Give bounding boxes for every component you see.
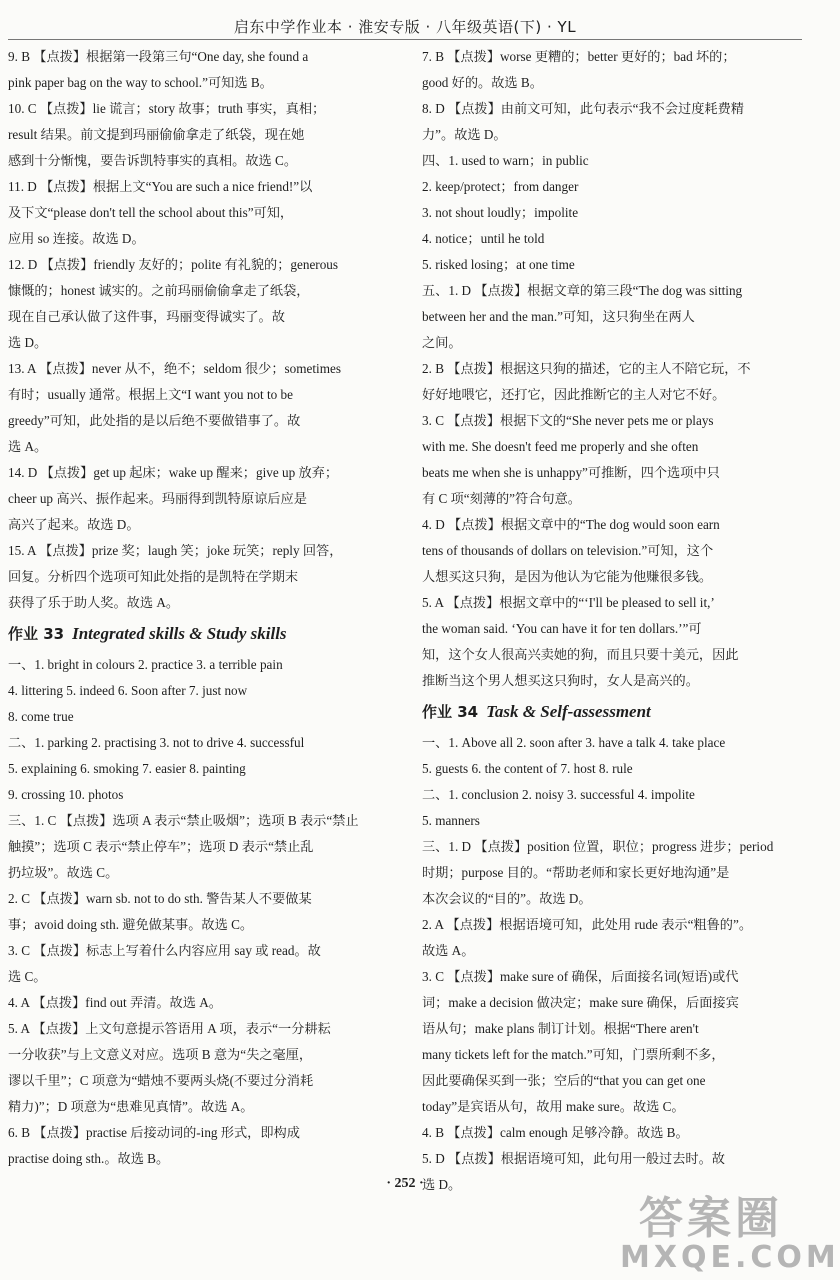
section-number: 作业 33 <box>8 625 65 643</box>
answer-line: 知，这个女人很高兴卖她的狗，而且只要十美元，因此 <box>422 647 739 662</box>
header-rule <box>8 39 802 40</box>
answer-line: 2. keep/protect；from danger <box>422 179 579 194</box>
answer-line: 12. D 【点拨】friendly 友好的；polite 有礼貌的；generous <box>8 257 339 272</box>
answer-line: 高兴了起来。故选 D。 <box>8 517 140 532</box>
answer-line: 好好地喂它，还打它，因此推断它的主人对它不好。 <box>422 387 726 402</box>
answer-line: 8. D 【点拨】由前文可知，此句表示“我不会过度耗费精 <box>422 101 744 116</box>
answer-line: 应用 so 连接。故选 D。 <box>8 231 145 246</box>
answer-line: 9. crossing 10. photos <box>8 787 124 802</box>
answer-line: 15. A 【点拨】prize 奖；laugh 笑；joke 玩笑；reply 回答， <box>8 543 343 558</box>
answer-line: many tickets left for the match.”可知，门票所剩不多， <box>422 1047 725 1062</box>
answer-line: 二、1. conclusion 2. noisy 3. successful 4. impolite <box>422 787 695 802</box>
answer-line: 精力)”；D 项意为“患难见真情”。故选 A。 <box>8 1099 254 1114</box>
answer-line: 2. A 【点拨】根据语境可知，此处用 rude 表示“粗鲁的”。 <box>422 917 753 932</box>
answer-line: 3. C 【点拨】make sure of 确保，后面接名词(短语)或代 <box>422 969 739 984</box>
answer-line: 10. C 【点拨】lie 谎言；story 故事；truth 事实，真相； <box>8 101 326 116</box>
answer-line: 慷慨的；honest 诚实的。之前玛丽偷偷拿走了纸袋， <box>8 283 310 298</box>
answer-line: cheer up 高兴、振作起来。玛丽得到凯特原谅后应是 <box>8 491 307 506</box>
answer-line: 5. manners <box>422 813 480 828</box>
left-column <box>8 44 396 1172</box>
answer-line: 选 D。 <box>8 335 48 350</box>
answer-line: 11. D 【点拨】根据上文“You are such a nice friend!”以 <box>8 179 313 194</box>
answer-line: 力”。故选 D。 <box>422 127 507 142</box>
answer-line: 4. notice；until he told <box>422 231 545 246</box>
section-heading <box>422 694 804 730</box>
answer-line: pink paper bag on the way to school.”可知选 B。 <box>8 75 273 90</box>
answer-line: good 好的。故选 B。 <box>422 75 543 90</box>
watermark-en: MXQE.COM <box>620 1240 840 1275</box>
answer-line: 选 C。 <box>8 969 47 984</box>
answer-line: 3. C 【点拨】标志上写着什么内容应用 say 或 read。故 <box>8 943 321 958</box>
answer-line: the woman said. ‘You can have it for ten dollars.’”可 <box>422 621 702 636</box>
answer-line: 时期；purpose 目的。“帮助老师和家长更好地沟通”是 <box>422 865 730 880</box>
answer-line: with me. She doesn't feed me properly and she often <box>422 439 699 454</box>
answer-line: 有时；usually 通常。根据上文“I want you not to be <box>8 387 293 402</box>
answer-line: 三、1. D 【点拨】position 位置，职位；progress 进步；period <box>422 839 774 854</box>
answer-line: 本次会议的“目的”。故选 D。 <box>422 891 592 906</box>
answer-line: greedy”可知，此处指的是以后绝不要做错事了。故 <box>8 413 301 428</box>
answer-line: result 结果。前文提到玛丽偷偷拿走了纸袋，现在她 <box>8 127 305 142</box>
answer-line: 获得了乐于助人奖。故选 A。 <box>8 595 180 610</box>
answer-line: 事；avoid doing sth. 避免做某事。故选 C。 <box>8 917 254 932</box>
answer-line: 扔垃圾”。故选 C。 <box>8 865 119 880</box>
section-heading <box>8 616 396 652</box>
answer-line: 2. B 【点拨】根据这只狗的描述，它的主人不陪它玩，不 <box>422 361 751 376</box>
answer-line: 7. B 【点拨】worse 更糟的；better 更好的；bad 坏的； <box>422 49 736 64</box>
answer-line: 3. not shout loudly；impolite <box>422 205 579 220</box>
answer-line: 4. A 【点拨】find out 弄清。故选 A。 <box>8 995 222 1010</box>
section-number: 作业 34 <box>422 703 479 721</box>
answer-line: 5. guests 6. the content of 7. host 8. rule <box>422 761 633 776</box>
answer-line: 之间。 <box>422 335 462 350</box>
right-column <box>422 44 804 1198</box>
answer-line: 因此要确保买到一张；空后的“that you can get one <box>422 1073 706 1088</box>
answer-line: 语从句；make plans 制订计划。根据“There aren't <box>422 1021 699 1036</box>
answer-line: 一分收获”与上文意义对应。选项 B 意为“失之毫厘， <box>8 1047 313 1062</box>
answer-line: 13. A 【点拨】never 从不，绝不；seldom 很少；sometimes <box>8 361 341 376</box>
answer-line: 一、1. bright in colours 2. practice 3. a terrible pain <box>8 657 283 672</box>
watermark-logo <box>620 1193 840 1276</box>
answer-line: 5. D 【点拨】根据语境可知，此句用一般过去时。故 <box>422 1151 725 1166</box>
answer-line: 故选 A。 <box>422 943 475 958</box>
answer-line: between her and the man.”可知，这只狗坐在两人 <box>422 309 695 324</box>
answer-line: 14. D 【点拨】get up 起床；wake up 醒来；give up 放弃； <box>8 465 339 480</box>
answer-line: 触摸”；选项 C 表示“禁止停车”；选项 D 表示“禁止乱 <box>8 839 314 854</box>
section-title: Integrated skills & Study skills <box>72 624 287 643</box>
answer-line: 四、1. used to warn；in public <box>422 153 589 168</box>
answer-line: 人想买这只狗，是因为他认为它能为他赚很多钱。 <box>422 569 713 584</box>
answer-line: 回复。分析四个选项可知此处指的是凯特在学期末 <box>8 569 299 584</box>
answer-line: 三、1. C 【点拨】选项 A 表示“禁止吸烟”；选项 B 表示“禁止 <box>8 813 359 828</box>
answer-line: 2. C 【点拨】warn sb. not to do sth. 警告某人不要做某 <box>8 891 312 906</box>
answer-line: 谬以千里”；C 项意为“蜡烛不要两头烧(不要过分消耗 <box>8 1073 314 1088</box>
answer-line: tens of thousands of dollars on television.”可知，这个 <box>422 543 714 558</box>
answer-line: 8. come true <box>8 709 74 724</box>
answer-line: 推断当这个男人想买这只狗时，女人是高兴的。 <box>422 673 699 688</box>
answer-line: practise doing sth.。故选 B。 <box>8 1151 170 1166</box>
answer-line: 及下文“please don't tell the school about this”可知， <box>8 205 294 220</box>
answer-line: 4. B 【点拨】calm enough 足够冷静。故选 B。 <box>422 1125 689 1140</box>
answer-line: 词；make a decision 做决定；make sure 确保，后面接宾 <box>422 995 739 1010</box>
page-number: · 252 · <box>386 1176 424 1191</box>
running-header: 启东中学作业本 · 淮安专版 · 八年级英语(下) · YL <box>233 18 577 36</box>
answer-line: 5. A 【点拨】上文句意提示答语用 A 项，表示“一分耕耘 <box>8 1021 331 1036</box>
answer-line: 5. risked losing；at one time <box>422 257 575 272</box>
answer-line: 一、1. Above all 2. soon after 3. have a talk 4. take place <box>422 735 726 750</box>
answer-line: 4. D 【点拨】根据文章中的“The dog would soon earn <box>422 517 720 532</box>
answer-line: 9. B 【点拨】根据第一段第三句“One day, she found a <box>8 49 309 64</box>
answer-line: 6. B 【点拨】practise 后接动词的-ing 形式，即构成 <box>8 1125 300 1140</box>
answer-line: 3. C 【点拨】根据下文的“She never pets me or plays <box>422 413 714 428</box>
section-title: Task & Self-assessment <box>486 702 651 721</box>
answer-line: beats me when she is unhappy”可推断，四个选项中只 <box>422 465 720 480</box>
watermark-cn: 答案圈 <box>639 1193 783 1244</box>
answer-line: 5. explaining 6. smoking 7. easier 8. painting <box>8 761 246 776</box>
answer-line: today”是宾语从句，故用 make sure。故选 C。 <box>422 1099 685 1114</box>
answer-line: 4. littering 5. indeed 6. Soon after 7. just now <box>8 683 248 698</box>
answer-line: 二、1. parking 2. practising 3. not to drive 4. successful <box>8 735 305 750</box>
answer-line: 感到十分惭愧，要告诉凯特事实的真相。故选 C。 <box>8 153 298 168</box>
answer-line: 五、1. D 【点拨】根据文章的第三段“The dog was sitting <box>422 283 743 298</box>
answer-line: 选 A。 <box>8 439 48 454</box>
answer-line: 5. A 【点拨】根据文章中的“‘I'll be pleased to sell it,’ <box>422 595 715 610</box>
answer-line: 现在自己承认做了这件事，玛丽变得诚实了。故 <box>8 309 285 324</box>
answer-line: 有 C 项“刻薄的”符合句意。 <box>422 491 581 506</box>
answer-line: 选 D。 <box>422 1177 462 1192</box>
